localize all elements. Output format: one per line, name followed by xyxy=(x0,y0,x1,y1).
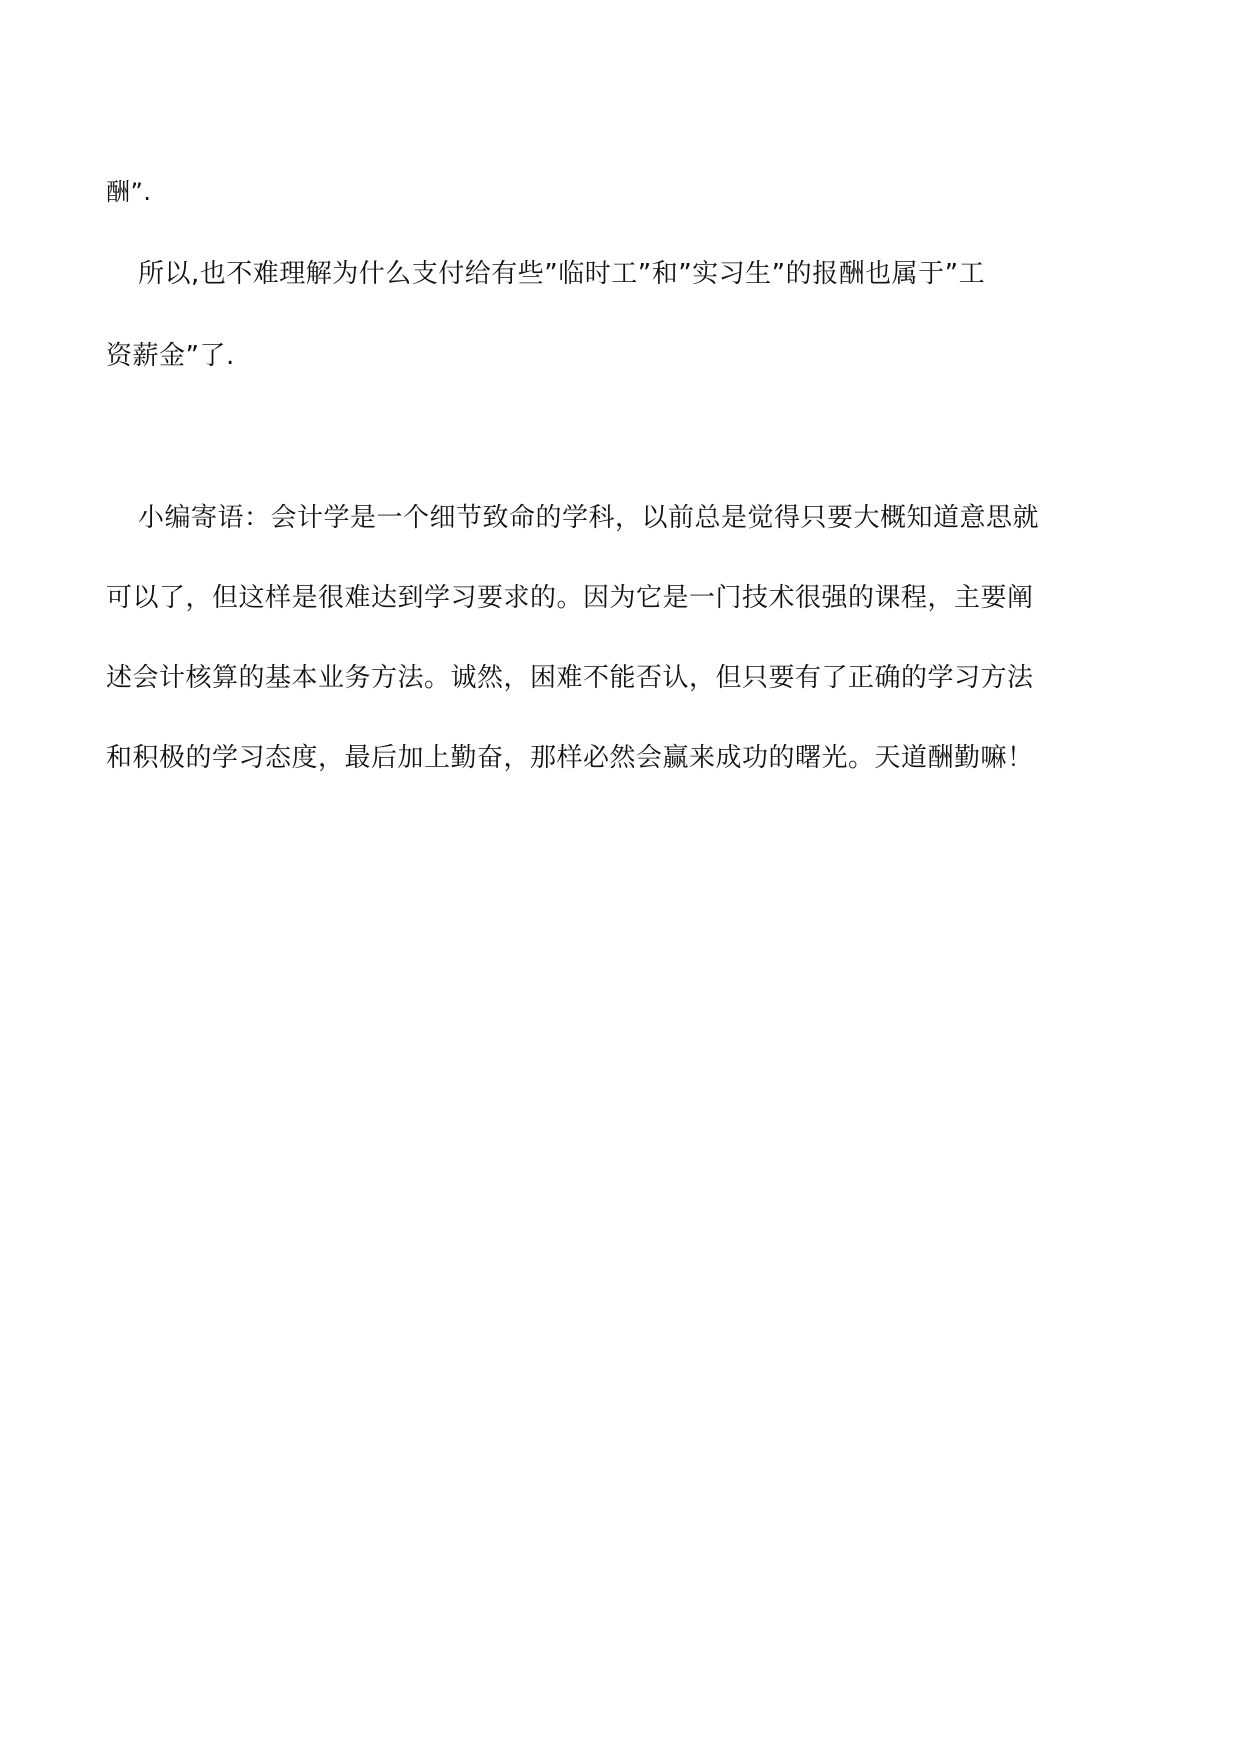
text-line: 可以了，但这样是很难达到学习要求的。因为它是一门技术很强的课程，主要阐 xyxy=(106,583,1034,613)
text-line: 所以,也不难理解为什么支付给有些”临时工”和”实习生”的报酬也属于”工 xyxy=(138,259,986,289)
text-line: 酬”. xyxy=(106,178,152,206)
text-line: 小编寄语：会计学是一个细节致命的学科，以前总是觉得只要大概知道意思就 xyxy=(138,503,1040,533)
text-line: 和积极的学习态度，最后加上勤奋，那样必然会赢来成功的曙光。天道酬勤嘛！ xyxy=(106,743,1034,773)
text-line: 述会计核算的基本业务方法。诚然，困难不能否认，但只要有了正确的学习方法 xyxy=(106,663,1034,693)
text-line: 资薪金”了. xyxy=(106,341,235,371)
